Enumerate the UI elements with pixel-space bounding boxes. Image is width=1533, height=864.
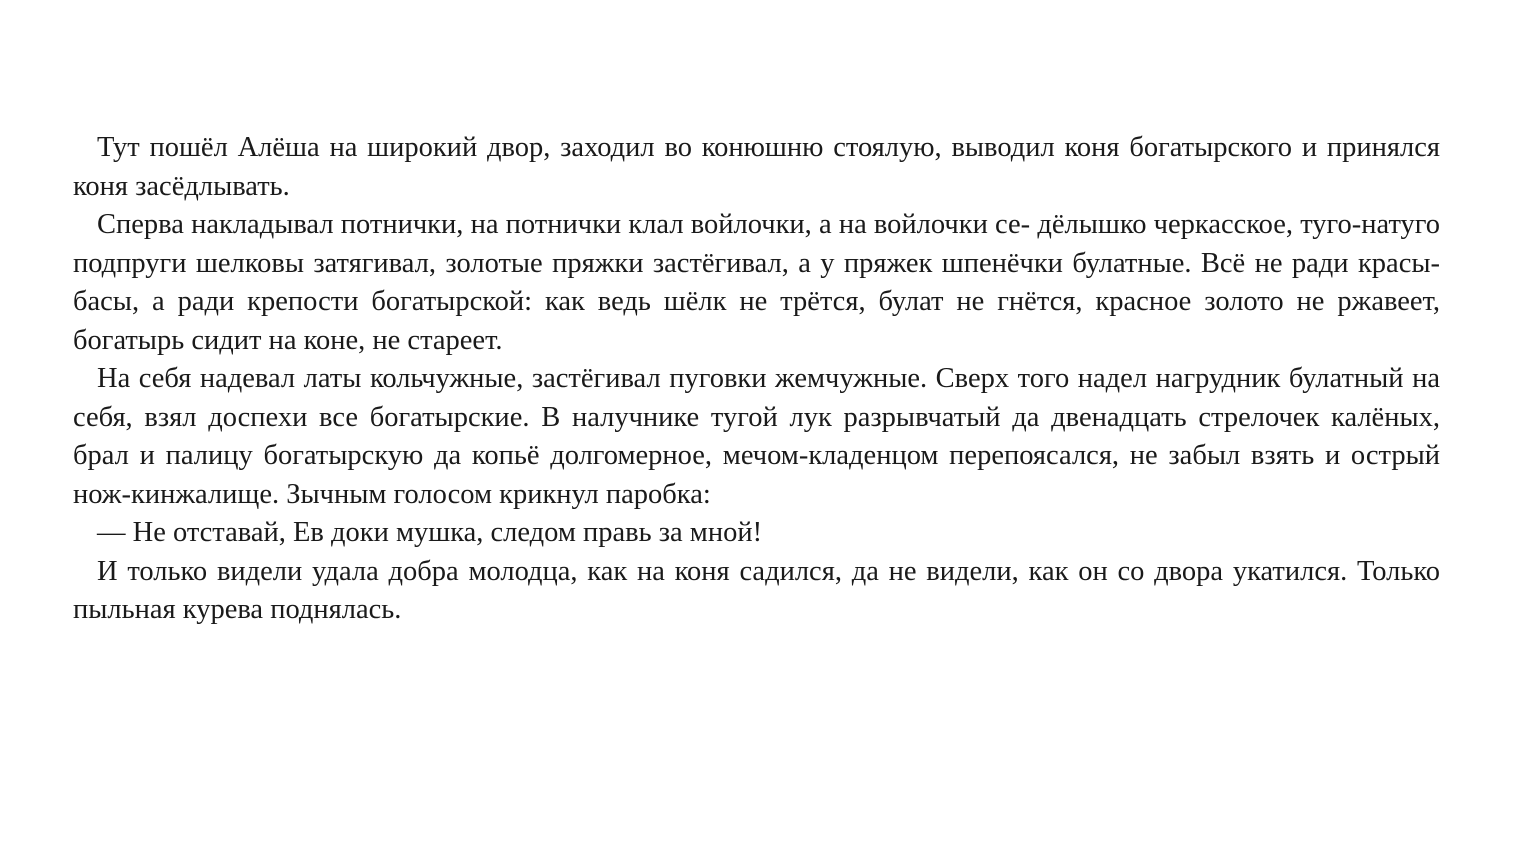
paragraph-3: На себя надевал латы кольчужные, застёгивал пуговки жемчужные. Сверх того надел нагрудник булатный на себя, взял доспехи все богатырские. В налучнике тугой лук разрывчатый да двенадцать стрелочек калёных, брал и палицу богатырскую да копьё долгомерное, мечом-кладенцом перепоясался, не забыл взять и острый нож-кинжалище. Зычным голосом крикнул паробка: (73, 363, 1440, 510)
document-body (73, 129, 1440, 630)
paragraph-5: И только видели удала добра молодца, как на коня садился, да не видели, как он со двора укатился. Только пыльная курева поднялась. (73, 555, 1440, 625)
paragraph-1: Тут пошёл Алёша на широкий двор, заходил во конюшню стоялую, выводил коня богатырского и принялся коня засёдлывать. (73, 132, 1440, 202)
paragraph-2: Сперва накладывал потнички, на потнички клал войлочки, а на войлочки се- дёлышко черкасское, туго-натуго подпруги шелковы затягивал, золотые пряжки застёгивал, а у пряжек шпенёчки булатные. Всё не ради красы-басы, а ради крепости богатырской: как ведь шёлк не трётся, булат не гнётся, красное золото не ржавеет, богатырь сидит на коне, не стареет. (73, 209, 1440, 356)
paragraph-4-dialogue: — Не отставай, Ев доки мушка, следом правь за мной! (97, 517, 763, 548)
